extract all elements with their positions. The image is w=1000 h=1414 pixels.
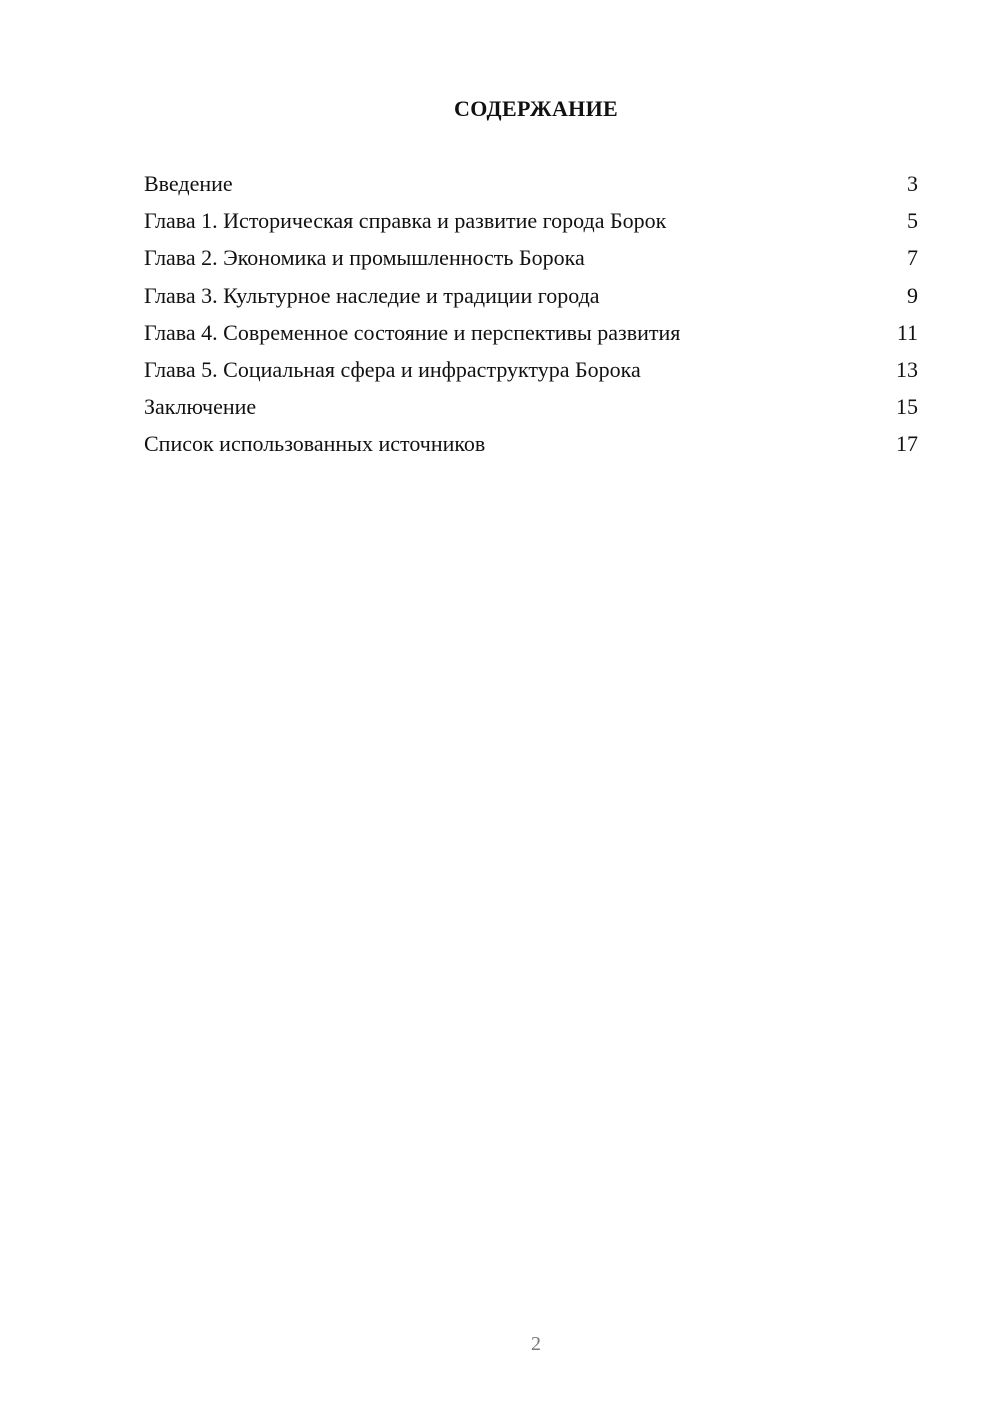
table-of-contents	[144, 169, 918, 467]
toc-entry-chapter-1	[144, 206, 918, 243]
toc-entry-chapter-3	[144, 281, 918, 318]
toc-entry-chapter-5	[144, 355, 918, 392]
toc-entry-chapter-4	[144, 318, 918, 355]
toc-entry-page: 3	[907, 171, 918, 196]
toc-entry-references	[144, 429, 918, 466]
toc-entry-label: Глава 4. Современное состояние и перспективы развития	[144, 319, 681, 345]
toc-entry-page: 9	[907, 282, 918, 308]
toc-entry-conclusion	[144, 392, 918, 429]
toc-entry-page: 15	[896, 394, 918, 420]
page-title: СОДЕРЖАНИЕ	[454, 96, 618, 121]
toc-entry-label: Глава 1. Историческая справка и развитие города Борок	[144, 208, 667, 234]
toc-entry-page: 5	[907, 208, 918, 234]
toc-entry-label: Глава 3. Культурное наследие и традиции города	[144, 282, 600, 308]
toc-entry-introduction	[144, 169, 918, 206]
toc-entry-page: 13	[896, 356, 918, 382]
toc-entry-label: Заключение	[144, 394, 257, 420]
toc-entry-page: 11	[896, 319, 918, 345]
toc-entry-label: Глава 2. Экономика и промышленность Борока	[144, 245, 585, 271]
toc-entry-label: Глава 5. Социальная сфера и инфраструктура Борока	[144, 356, 641, 382]
toc-entry-page: 7	[907, 245, 918, 271]
toc-entry-label: Список использованных источников	[144, 431, 486, 457]
toc-entry-label: Введение	[144, 171, 233, 196]
toc-entry-chapter-2	[144, 243, 918, 280]
toc-entry-page: 17	[896, 431, 918, 457]
page-number: 2	[531, 1333, 541, 1355]
